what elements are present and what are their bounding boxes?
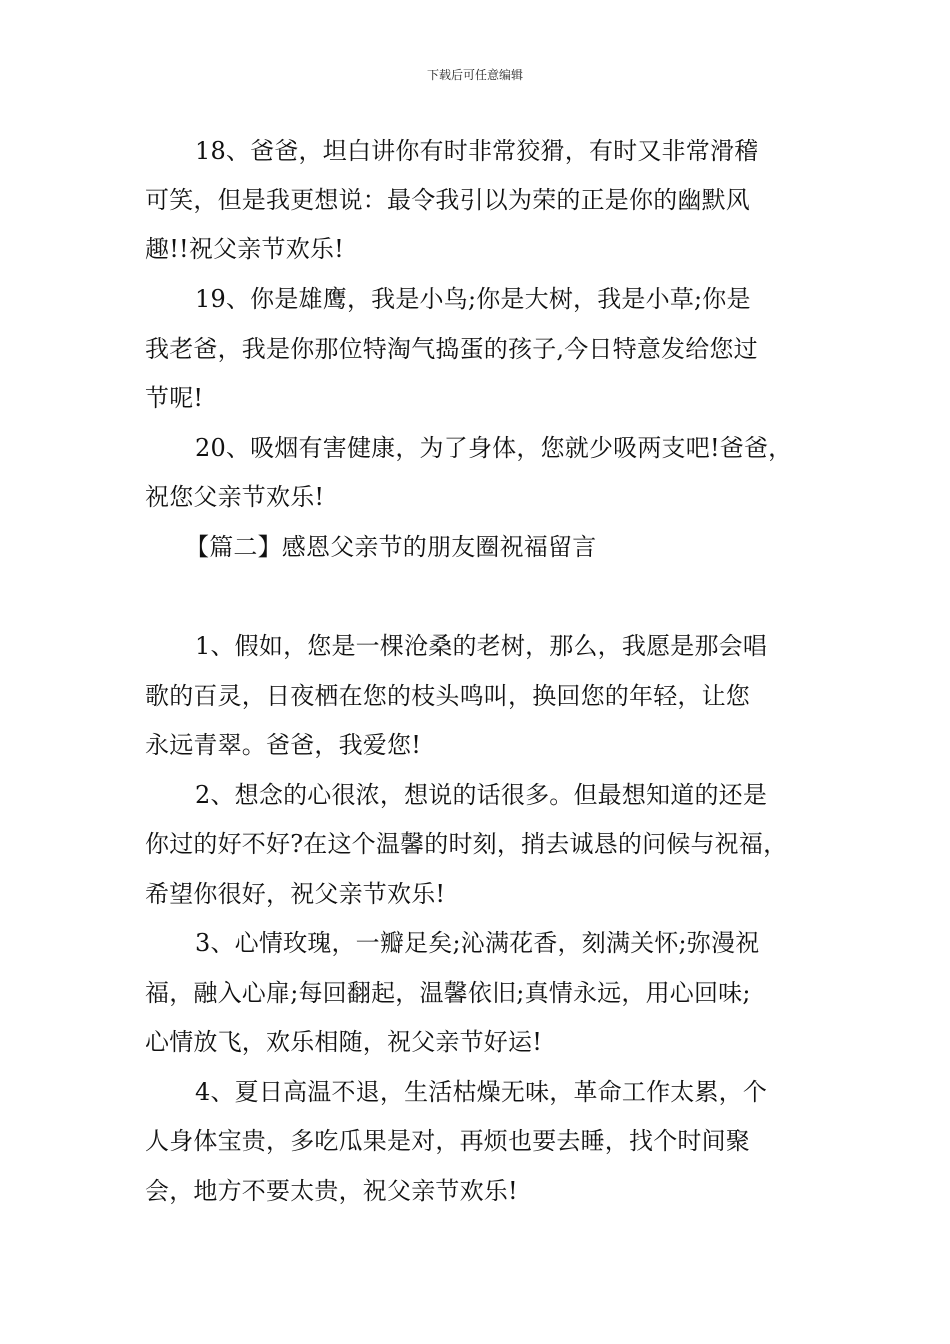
paragraph-line: 永远青翠。爸爸，我爱您! [145, 731, 422, 759]
paragraph-line: 你过的好不好?在这个温馨的时刻，捎去诚恳的问候与祝福， [145, 830, 788, 858]
paragraph-line: 心情放飞，欢乐相随，祝父亲节好运! [145, 1028, 543, 1056]
section-heading: 【篇二】感恩父亲节的朋友圈祝福留言 [185, 533, 597, 561]
paragraph-line: 19、你是雄鹰，我是小鸟;你是大树，我是小草;你是 [195, 285, 751, 313]
page-header: 下载后可任意编辑 [426, 68, 523, 82]
paragraph-line: 我老爸，我是你那位特淘气捣蛋的孩子,今日特意发给您过 [145, 335, 758, 363]
paragraph-line: 4、夏日高温不退，生活枯燥无味，革命工作太累，个 [195, 1078, 768, 1106]
paragraph-line: 2、想念的心很浓，想说的话很多。但最想知道的还是 [195, 781, 768, 809]
paragraph-line: 福，融入心扉;每回翻起，温馨依旧;真情永远，用心回味; [145, 979, 751, 1007]
paragraph-line: 20、吸烟有害健康，为了身体，您就少吸两支吧!爸爸， [195, 434, 793, 462]
paragraph-line: 人身体宝贵，多吃瓜果是对，再烦也要去睡，找个时间聚 [145, 1127, 750, 1155]
paragraph-line: 3、心情玫瑰，一瓣足矣;沁满花香，刻满关怀;弥漫祝 [195, 929, 760, 957]
paragraph-line: 会，地方不要太贵，祝父亲节欢乐! [145, 1177, 518, 1205]
paragraph-line: 可笑，但是我更想说：最令我引以为荣的正是你的幽默风 [145, 186, 750, 214]
paragraph-line: 祝您父亲节欢乐! [145, 483, 325, 511]
paragraph-line: 18、爸爸，坦白讲你有时非常狡猾，有时又非常滑稽 [195, 137, 759, 165]
paragraph-line: 歌的百灵，日夜栖在您的枝头鸣叫，换回您的年轻，让您 [145, 682, 750, 710]
paragraph-line: 希望你很好，祝父亲节欢乐! [145, 880, 446, 908]
paragraph-line: 趣!!祝父亲节欢乐! [145, 235, 344, 263]
paragraph-line: 1、假如，您是一棵沧桑的老树，那么，我愿是那会唱 [195, 632, 768, 660]
paragraph-line: 节呢! [145, 384, 204, 412]
